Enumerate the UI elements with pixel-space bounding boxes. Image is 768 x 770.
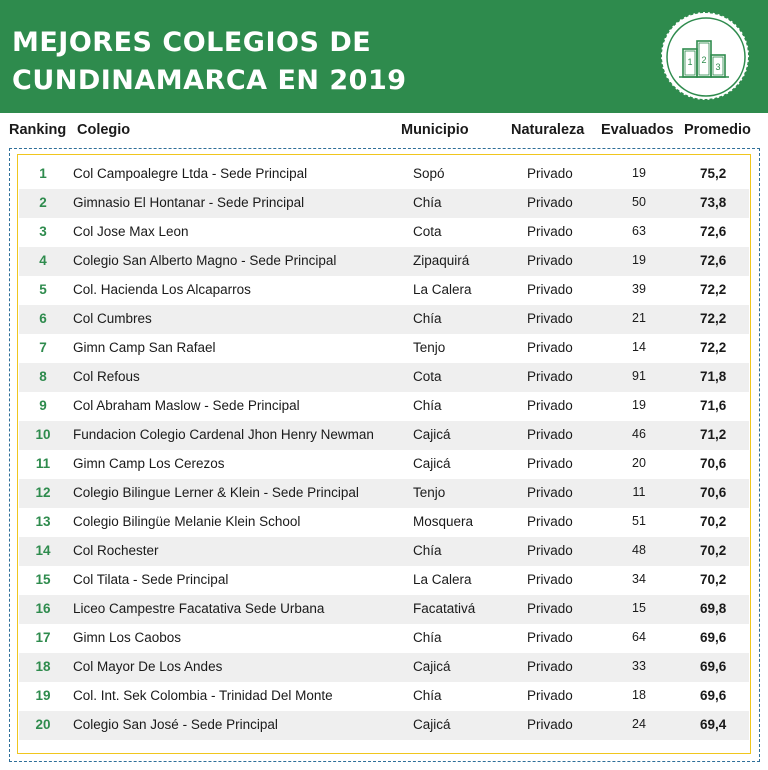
podium-icon — [662, 13, 750, 101]
rank-cell: 2 — [39, 195, 47, 210]
rank-cell: 13 — [35, 514, 51, 529]
evaluados-cell: 14 — [632, 340, 646, 354]
colegio-cell: Col. Hacienda Los Alcaparros — [73, 282, 251, 297]
promedio-cell: 70,6 — [700, 485, 727, 500]
naturaleza-cell: Privado — [527, 543, 573, 558]
naturaleza-cell: Privado — [527, 311, 573, 326]
colegio-cell: Col Campoalegre Ltda - Sede Principal — [73, 166, 308, 181]
column-header-naturaleza: Naturaleza — [511, 122, 585, 138]
municipio-cell: Cajicá — [413, 659, 451, 674]
colegio-cell: Col. Int. Sek Colombia - Trinidad Del Monte — [73, 688, 333, 703]
naturaleza-cell: Privado — [527, 456, 573, 471]
rank-cell: 18 — [35, 659, 51, 674]
municipio-cell: Cota — [413, 224, 442, 239]
evaluados-cell: 20 — [632, 456, 646, 470]
municipio-cell: Chía — [413, 311, 442, 326]
colegio-cell: Gimn Los Caobos — [73, 630, 182, 645]
table-row — [19, 421, 749, 450]
rank-cell: 9 — [39, 398, 47, 413]
table-row — [19, 247, 749, 276]
rank-cell: 19 — [35, 688, 51, 703]
table-row — [19, 276, 749, 305]
title-line-2: CUNDINAMARCA EN 2019 — [12, 65, 407, 96]
rank-cell: 10 — [35, 427, 51, 442]
promedio-cell: 72,6 — [700, 224, 727, 239]
table-row — [19, 595, 749, 624]
colegio-cell: Fundacion Colegio Cardenal Jhon Henry Newman — [73, 427, 374, 442]
rank-cell: 16 — [35, 601, 51, 616]
evaluados-cell: 39 — [632, 282, 646, 296]
table-row — [19, 363, 749, 392]
naturaleza-cell: Privado — [527, 514, 573, 529]
naturaleza-cell: Privado — [527, 224, 573, 239]
municipio-cell: Cajicá — [413, 717, 451, 732]
colegio-cell: Col Tilata - Sede Principal — [73, 572, 229, 587]
rank-cell: 1 — [39, 166, 47, 181]
podium-badge — [661, 12, 749, 100]
table-row — [19, 479, 749, 508]
colegio-cell: Colegio Bilingüe Melanie Klein School — [73, 514, 301, 529]
colegio-cell: Gimnasio El Hontanar - Sede Principal — [73, 195, 305, 210]
podium-place-3: 3 — [715, 62, 721, 72]
colegio-cell: Col Jose Max Leon — [73, 224, 189, 239]
colegio-cell: Gimn Camp San Rafael — [73, 340, 216, 355]
municipio-cell: Cota — [413, 369, 442, 384]
colegio-cell: Liceo Campestre Facatativa Sede Urbana — [73, 601, 325, 616]
colegio-cell: Colegio San José - Sede Principal — [73, 717, 278, 732]
naturaleza-cell: Privado — [527, 282, 573, 297]
municipio-cell: Chía — [413, 543, 442, 558]
naturaleza-cell: Privado — [527, 717, 573, 732]
colegio-cell: Col Refous — [73, 369, 140, 384]
rank-cell: 8 — [39, 369, 47, 384]
column-header-municipio: Municipio — [401, 122, 469, 138]
promedio-cell: 70,2 — [700, 572, 727, 587]
evaluados-cell: 34 — [632, 572, 646, 586]
evaluados-cell: 51 — [632, 514, 646, 528]
table-row — [19, 334, 749, 363]
promedio-cell: 71,6 — [700, 398, 727, 413]
naturaleza-cell: Privado — [527, 166, 573, 181]
rank-cell: 20 — [35, 717, 51, 732]
rank-cell: 14 — [35, 543, 51, 558]
rank-cell: 15 — [35, 572, 51, 587]
colegio-cell: Col Cumbres — [73, 311, 152, 326]
promedio-cell: 69,8 — [700, 601, 727, 616]
rank-cell: 12 — [35, 485, 51, 500]
rank-cell: 11 — [35, 456, 51, 471]
naturaleza-cell: Privado — [527, 601, 573, 616]
promedio-cell: 69,6 — [700, 688, 727, 703]
promedio-cell: 72,2 — [700, 282, 727, 297]
rank-cell: 17 — [35, 630, 51, 645]
podium-place-2: 2 — [701, 55, 707, 65]
municipio-cell: Chía — [413, 398, 442, 413]
promedio-cell: 72,2 — [700, 311, 727, 326]
colegio-cell: Gimn Camp Los Cerezos — [73, 456, 225, 471]
municipio-cell: Tenjo — [413, 485, 446, 500]
colegio-cell: Col Abraham Maslow - Sede Principal — [73, 398, 300, 413]
column-header-ranking: Ranking — [9, 122, 67, 138]
promedio-cell: 75,2 — [700, 166, 727, 181]
naturaleza-cell: Privado — [527, 688, 573, 703]
table-row — [19, 653, 749, 682]
evaluados-cell: 19 — [632, 166, 646, 180]
naturaleza-cell: Privado — [527, 398, 573, 413]
table-row — [19, 218, 749, 247]
promedio-cell: 71,8 — [700, 369, 727, 384]
municipio-cell: Cajicá — [413, 427, 451, 442]
column-header-promedio: Promedio — [684, 122, 751, 138]
rank-cell: 7 — [39, 340, 47, 355]
rank-cell: 5 — [39, 282, 47, 297]
promedio-cell: 69,6 — [700, 659, 727, 674]
rank-cell: 3 — [39, 224, 47, 239]
table-row — [19, 566, 749, 595]
evaluados-cell: 91 — [632, 369, 646, 383]
colegio-cell: Col Mayor De Los Andes — [73, 659, 223, 674]
table-row — [19, 508, 749, 537]
promedio-cell: 70,2 — [700, 543, 727, 558]
municipio-cell: La Calera — [413, 572, 472, 587]
table-row — [19, 624, 749, 653]
table-row — [19, 392, 749, 421]
promedio-cell: 69,6 — [700, 630, 727, 645]
evaluados-cell: 11 — [632, 485, 646, 499]
naturaleza-cell: Privado — [527, 195, 573, 210]
evaluados-cell: 33 — [632, 659, 646, 673]
evaluados-cell: 50 — [632, 195, 646, 209]
municipio-cell: Sopó — [413, 166, 445, 181]
colegio-cell: Colegio San Alberto Magno - Sede Principal — [73, 253, 337, 268]
promedio-cell: 72,6 — [700, 253, 727, 268]
rank-cell: 6 — [39, 311, 47, 326]
ranking-table — [19, 160, 749, 740]
colegio-cell: Col Rochester — [73, 543, 159, 558]
evaluados-cell: 24 — [632, 717, 646, 731]
evaluados-cell: 18 — [632, 688, 646, 702]
naturaleza-cell: Privado — [527, 659, 573, 674]
table-row — [19, 682, 749, 711]
evaluados-cell: 46 — [632, 427, 646, 441]
evaluados-cell: 19 — [632, 253, 646, 267]
municipio-cell: Chía — [413, 195, 442, 210]
municipio-cell: Mosquera — [413, 514, 474, 529]
table-row — [19, 305, 749, 334]
municipio-cell: Facatativá — [413, 601, 476, 616]
promedio-cell: 70,2 — [700, 514, 727, 529]
column-header-colegio: Colegio — [77, 122, 131, 138]
rank-cell: 4 — [39, 253, 47, 268]
municipio-cell: Tenjo — [413, 340, 446, 355]
promedio-cell: 69,4 — [700, 717, 727, 732]
municipio-cell: Zipaquirá — [413, 253, 470, 268]
promedio-cell: 73,8 — [700, 195, 727, 210]
table-row — [19, 711, 749, 740]
title-line-1: MEJORES COLEGIOS DE — [12, 27, 372, 58]
evaluados-cell: 48 — [632, 543, 646, 557]
evaluados-cell: 21 — [632, 311, 646, 325]
municipio-cell: La Calera — [413, 282, 472, 297]
table-row — [19, 189, 749, 218]
table-row — [19, 537, 749, 566]
table-row — [19, 450, 749, 479]
naturaleza-cell: Privado — [527, 340, 573, 355]
header-banner — [0, 0, 768, 113]
naturaleza-cell: Privado — [527, 572, 573, 587]
naturaleza-cell: Privado — [527, 485, 573, 500]
podium-place-1: 1 — [687, 57, 693, 67]
colegio-cell: Colegio Bilingue Lerner & Klein - Sede Principal — [73, 485, 359, 500]
evaluados-cell: 63 — [632, 224, 646, 238]
page-title — [12, 24, 407, 100]
promedio-cell: 71,2 — [700, 427, 727, 442]
municipio-cell: Cajicá — [413, 456, 451, 471]
naturaleza-cell: Privado — [527, 427, 573, 442]
promedio-cell: 72,2 — [700, 340, 727, 355]
naturaleza-cell: Privado — [527, 630, 573, 645]
municipio-cell: Chía — [413, 630, 442, 645]
evaluados-cell: 64 — [632, 630, 646, 644]
column-header-evaluados: Evaluados — [601, 122, 674, 138]
municipio-cell: Chía — [413, 688, 442, 703]
naturaleza-cell: Privado — [527, 253, 573, 268]
evaluados-cell: 15 — [632, 601, 646, 615]
promedio-cell: 70,6 — [700, 456, 727, 471]
naturaleza-cell: Privado — [527, 369, 573, 384]
evaluados-cell: 19 — [632, 398, 646, 412]
table-row — [19, 160, 749, 189]
